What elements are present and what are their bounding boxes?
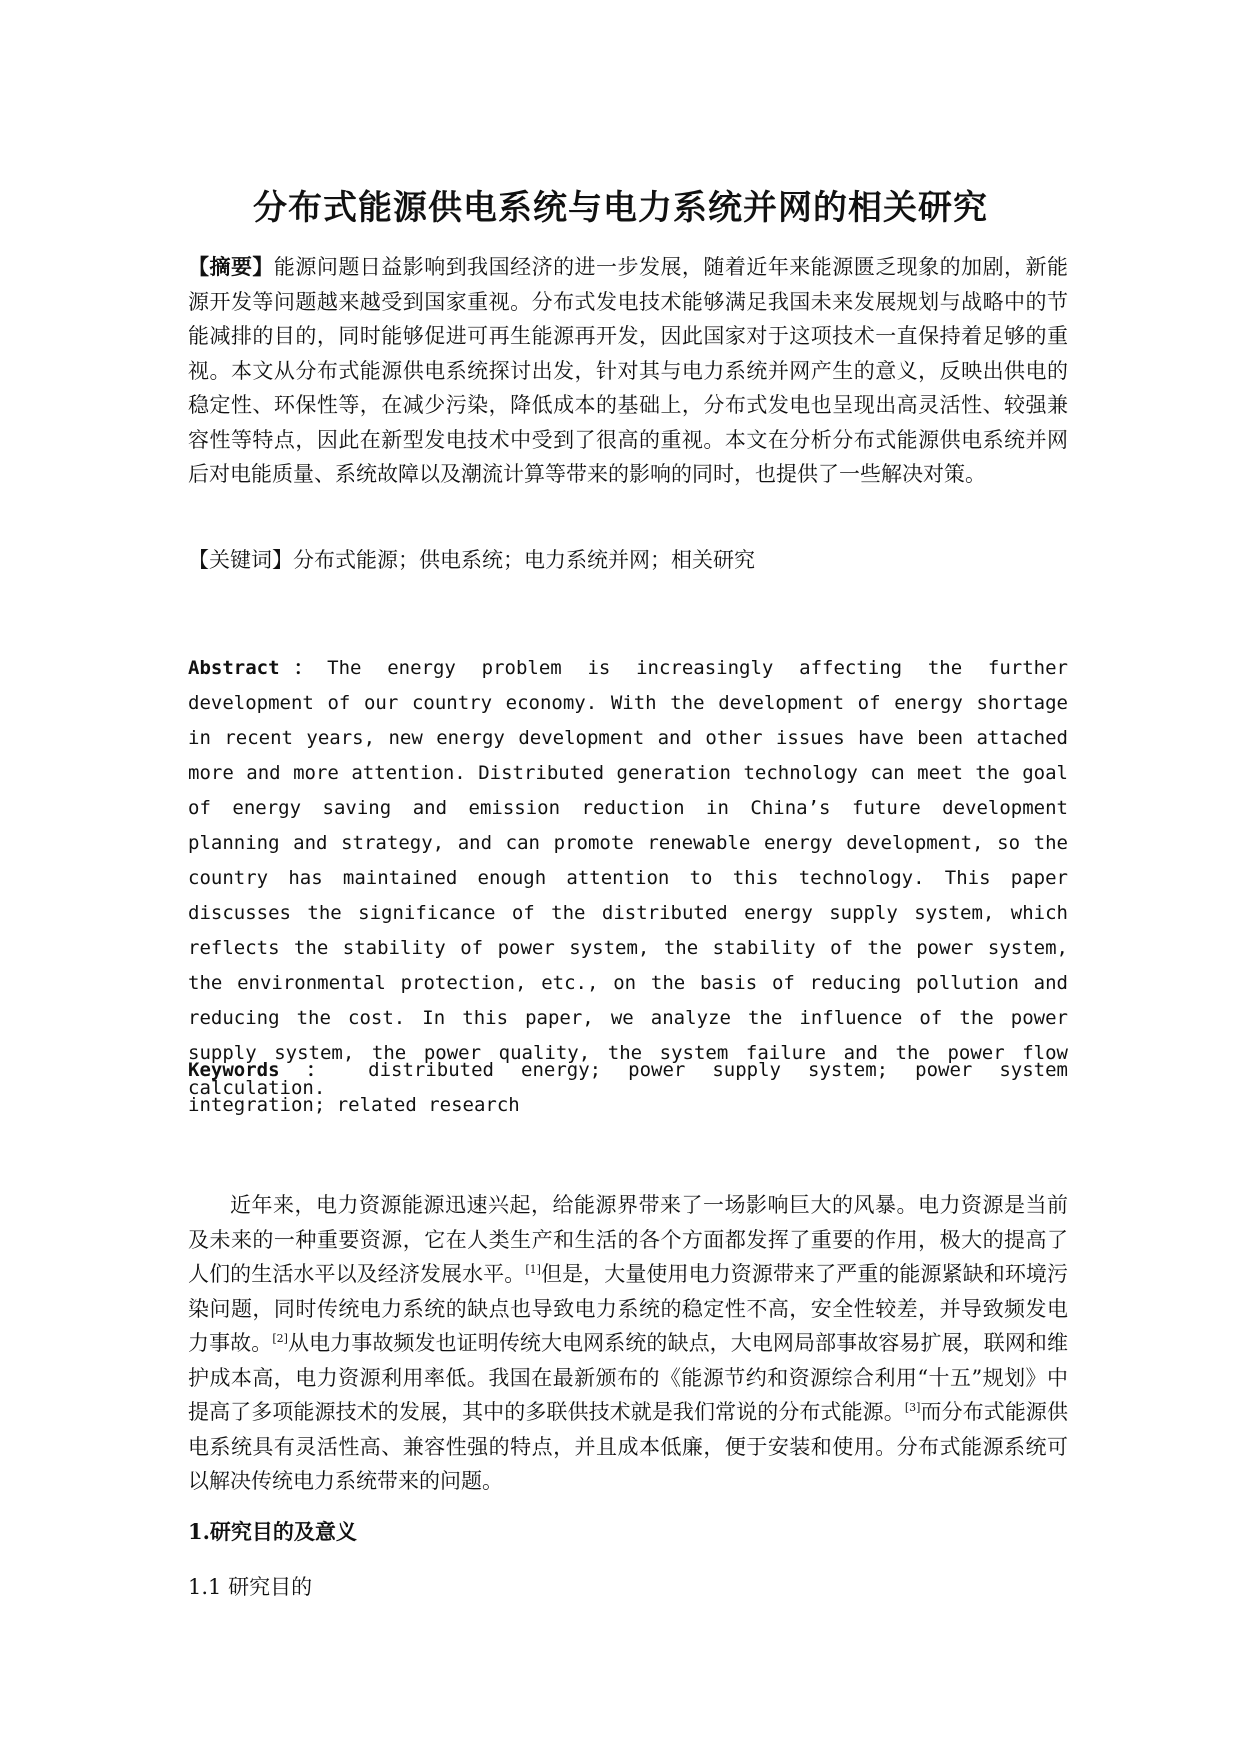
english-keywords-label: Keywords ：: [188, 1059, 342, 1081]
chinese-keywords-label: 【关键词】: [188, 548, 293, 572]
introduction-paragraph: [188, 1188, 1068, 1499]
intro-text-4: 而分布式能源供电系统具有灵活性高、兼容性强的特点，并且成本低廉，便于安装和使用。分布式能源系统可以解决传统电力系统带来的问题。: [188, 1400, 1069, 1493]
citation-3: [3]: [904, 1401, 921, 1414]
intro-text-3: 从电力事故频发也证明传统大电网系统的缺点，大电网局部事故容易扩展，联网和维护成本高，电力资源利用率低。我国在最新颁布的《能源节约和资源综合利用“十五”规划》中提高了多项能源技术的发展，其中的多联供技术就是我们常说的分布式能源。: [188, 1331, 1069, 1424]
chinese-abstract-label: 【摘要】: [188, 254, 274, 279]
paper-title: 分布式能源供电系统与电力系统并网的相关研究: [253, 188, 988, 228]
intro-text-2: 但是，大量使用电力资源带来了严重的能源紧缺和环境污染问题，同时传统电力系统的缺点也导致电力系统的稳定性不高，安全性较差，并导致频发电力事故。: [188, 1262, 1068, 1355]
english-abstract-text: The energy problem is increasingly affecting the further development of our country economy. With the development of energy shortage in recent years, new energy development and other issues have been attached more and more attention. Distributed generation technology can meet the goal of energy saving and emission reduction in China’s future development planning and strategy, and can promote renewable energy development, so the country has maintained enough attention to this technology. This paper discusses the significance of the distributed energy supply system, which reflects the stability of power system, the stability of the power system, the environmental protection, etc., on the basis of reducing pollution and reducing the cost. In this paper, we analyze the influence of the power supply system, the power quality, the system failure and the power flow calculation.: [188, 657, 1068, 1099]
english-keywords: [188, 1053, 1068, 1123]
english-keywords-text: distributed energy; power supply system; power system integration; related research: [188, 1059, 1068, 1116]
english-abstract: [188, 651, 1068, 1106]
chinese-keywords: [188, 543, 1068, 578]
citation-1: [1]: [525, 1263, 541, 1276]
chinese-abstract-text: 能源问题日益影响到我国经济的进一步发展，随着近年来能源匮乏现象的加剧，新能源开发等问题越来越受到国家重视。分布式发电技术能够满足我国未来发展规划与战略中的节能减排的目的，同时能够促进可再生能源再开发，因此国家对于这项技术一直保持着足够的重视。本文从分布式能源供电系统探讨出发，针对其与电力系统并网产生的意义，反映出供电的稳定性、环保性等，在减少污染，降低成本的基础上，分布式发电也呈现出高灵活性、较强兼容性等特点，因此在新型发电技术中受到了很高的重视。本文在分析分布式能源供电系统并网后对电能质量、系统故障以及潮流计算等带来的影响的同时，也提供了一些解决对策。: [188, 255, 1069, 486]
citation-2: [2]: [272, 1332, 288, 1345]
section-heading-1: 1.研究目的及意义: [188, 1519, 357, 1544]
subsection-heading-1-1: 1.1 研究目的: [188, 1575, 313, 1599]
chinese-abstract: [188, 250, 1068, 492]
chinese-keywords-text: 分布式能源；供电系统；电力系统并网；相关研究: [293, 548, 755, 572]
intro-text-1: 近年来，电力资源能源迅速兴起，给能源界带来了一场影响巨大的风暴。电力资源是当前及未来的一种重要资源，它在人类生产和生活的各个方面都发挥了重要的作用，极大的提高了人们的生活水平以及经济发展水平。: [188, 1193, 1068, 1286]
english-abstract-label: Abstract：: [188, 657, 328, 679]
